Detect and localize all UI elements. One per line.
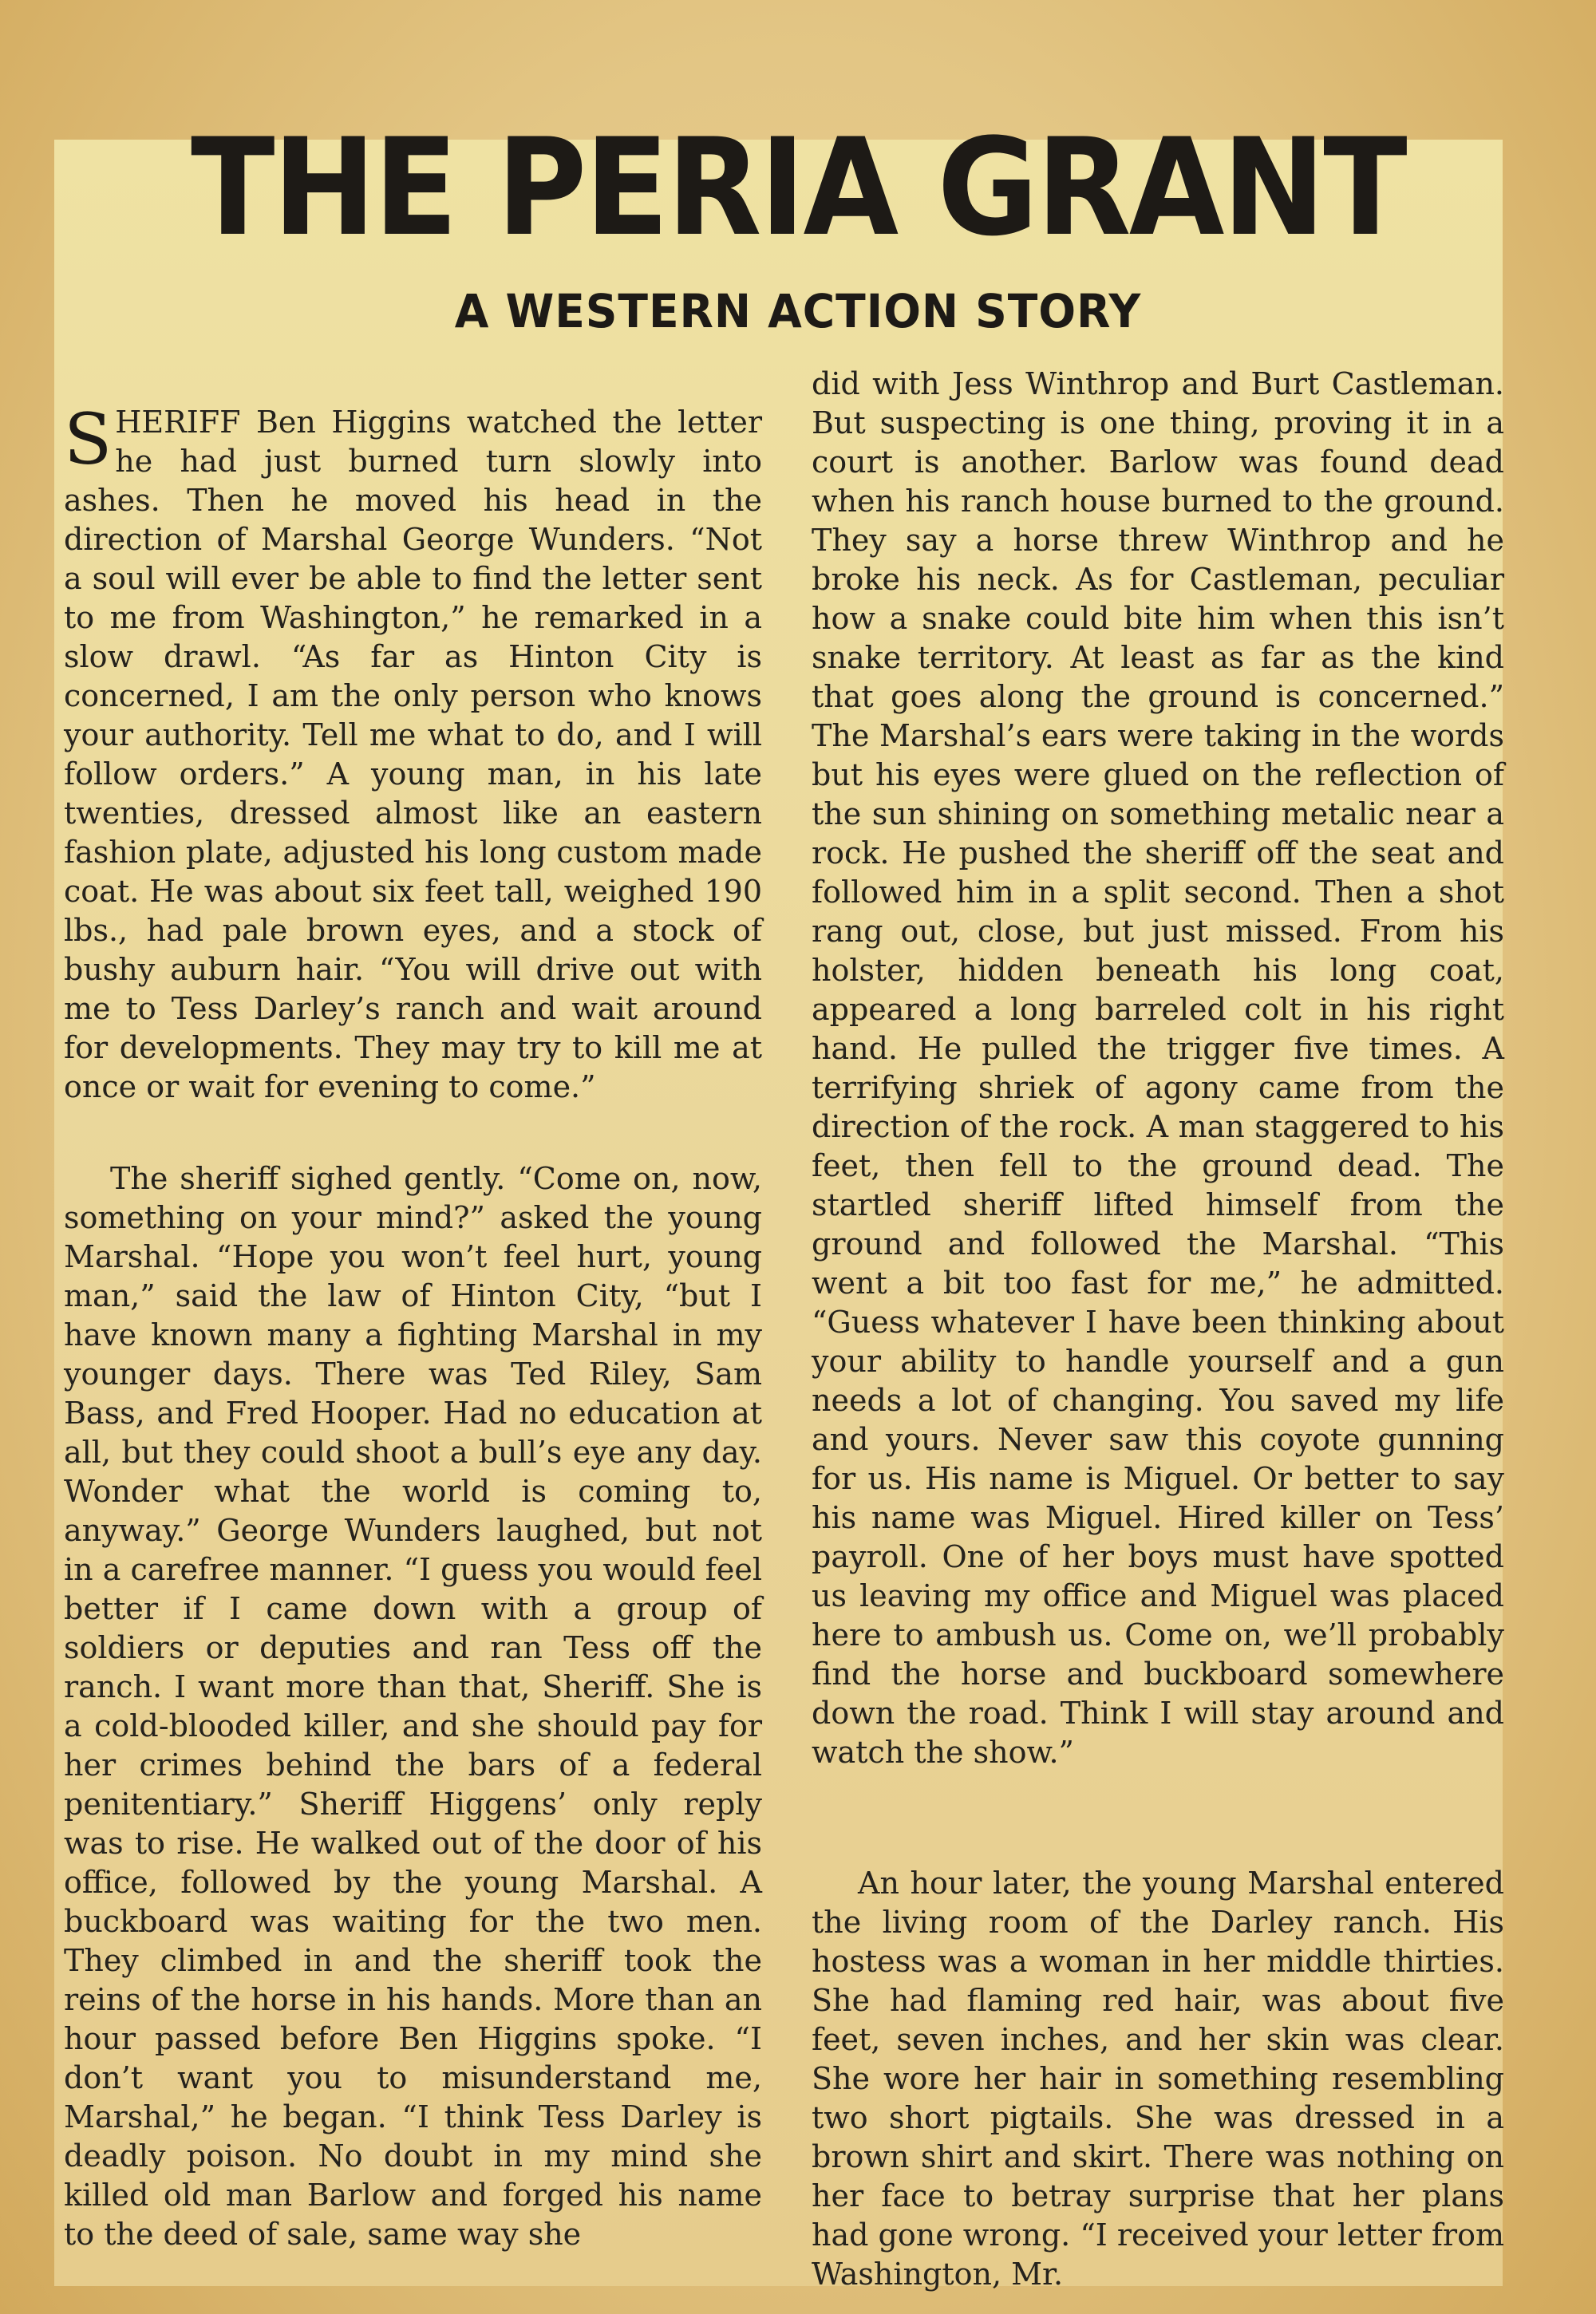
drop-cap: S [64,398,113,480]
left-column [64,398,763,2307]
right-column [812,365,1504,2314]
paragraph-1-text: HERIFF Ben Higgins watched the letter he had just burned turn slowly into ashes. Then he moved his head in the direction of Marshal George Wunders. “Not a soul will ever be able to find the letter sent to me from Washington,” he remarked in a slow drawl. “As far as Hinton City is concerned, I am the only person who knows your authority. Tell me what to do, and I will follow orders.” A young man, in his late twenties, dressed almost like an eastern fashion plate, adjusted his long custom made coat. He was about six feet tall, weighed 190 lbs., had pale brown eyes, and a stock of bushy auburn hair. “You will drive out with me to Tess Darley’s ranch and wait around for developments. They may try to kill me at once or wait for evening to come.” [64,405,762,1104]
paragraph-1 [64,398,762,1107]
paragraph-3: did with Jess Winthrop and Burt Castleman. But suspecting is one thing, proving it in a court is another. Barlow was found dead when his ranch house burned to the ground. They say a horse threw Winthrop and he broke his neck. As for Castleman, peculiar how a snake could bite him when this isn’t snake territory. At least as far as the kind that goes along the ground is concerned.” The Marshal’s ears were taking in the words but his eyes were glued on the reflection of the sun shining on something metalic near a rock. He pushed the sheriff off the seat and followed him in a split second. Then a shot rang out, close, but just missed. From his holster, hidden beneath his long coat, appeared a long barreled colt in his right hand. He pulled the trigger five times. A terrifying shriek of agony came from the direction of the rock. A man staggered to his feet, then fell to the ground dead. The startled sheriff lifted himself from the ground and followed the Marshal. “This went a bit too fast for me,” he admitted. “Guess whatever I have been thinking about your ability to handle yourself and a gun needs a lot of changing. You saved my life and yours. Never saw this coyote gunning for us. His name is Miguel. Or better to say his name was Miguel. Hired killer on Tess’ payroll. One of her boys must have spotted us leaving my office and Miguel was placed here to ambush us. Come on, we’ll probably find the horse and buckboard somewhere down the road. Think I will stay around and watch the show.” [812,366,1504,1770]
story-subtitle: A WESTERN ACTION STORY [454,284,1142,338]
paragraph-2: The sheriff sighed gently. “Come on, now, something on your mind?” asked the young Marshal. “Hope you won’t feel hurt, young man,” said the law of Hinton City, “but I have known many a fighting Marshal in my younger days. There was Ted Riley, Sam Bass, and Fred Hooper. Had no education at all, but they could shoot a bull’s eye any day. Wonder what the world is coming to, anyway.” George Wunders laughed, but not in a carefree manner. “I guess you would feel better if I came down with a group of soldiers or deputies and ran Tess off the ranch. I want more than that, Sheriff. She is a cold-blooded killer, and she should pay for her crimes behind the bars of a federal penitentiary.” Sheriff Higgens’ only reply was to rise. He walked out of the door of his office, followed by the young Marshal. A buckboard was waiting for the two men. They climbed in and the sheriff took the reins of the horse in his hands. More than an hour passed before Ben Higgins spoke. “I don’t want you to misunderstand me, Marshal,” he began. “I think Tess Darley is deadly poison. No doubt in my mind she killed old man Barlow and forged his name to the deed of sale, same way she [64,1161,763,2252]
paragraph-4: An hour later, the young Marshal entered the living room of the Darley ranch. His hostess was a woman in her middle thirties. She had flaming red hair, was about five feet, seven inches, and her skin was clear. She wore her hair in something resembling two short pigtails. She was dressed in a brown shirt and skirt. There was nothing on her face to betray surprise that her plans had gone wrong. “I received your letter from Washington, Mr. [812,1866,1504,2292]
story-title: THE PERIA GRANT [191,109,1405,266]
